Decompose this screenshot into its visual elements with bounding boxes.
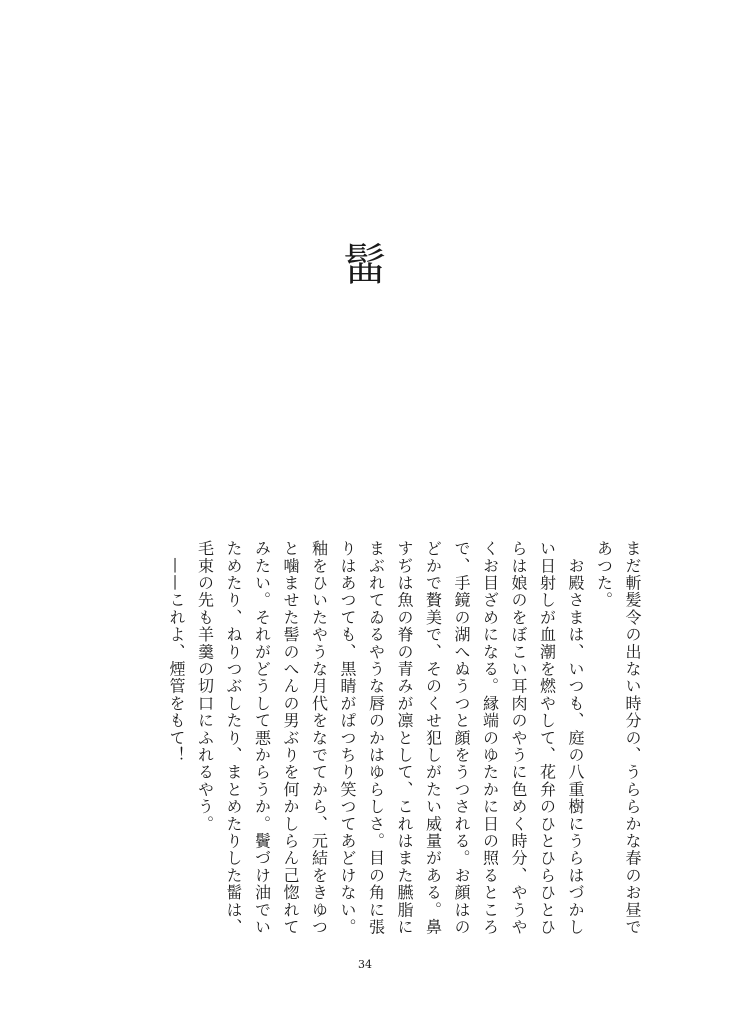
paragraph: お殿さまは、いつも、庭の八重樹にうらはづかしい日射しが血潮を燃やして、花弁のひとひらひとひらは娘のをぼこい耳肉のやうに色めく時分、やうやくお目ざめになる。縁端のゆたかに日の照るところで、手鏡の湖へぬうつと顔をうつされる。お顔はのどかで贅美で、そのくせ犯しがたい威量がある。鼻すぢは魚の脊の青みが凛として、これはまた臙脂にまぶれてゐるやうな唇のかはゆらしさ。目の角に張りはあつても、黒睛がぱつちり笑つてあどけない。釉をひいたやうな月代をなでてから、元結をきゆつと噛ませた髻のへんの男ぶりを何かしらん己惚れてみたい。それがどうして悪からうか。鬢づけ油でいためたり、ねりつぶしたり、まとめたりした髷は、毛束の先も羊羹の切口にふれるやう。: [195, 540, 585, 936]
body-text: [126, 540, 646, 940]
chapter-title: 髷: [343, 240, 387, 291]
page-number: 34: [358, 958, 372, 971]
paragraph: まだ斬髪令の出ない時分の、うららかな春のお昼であつた。: [594, 540, 642, 936]
paragraph: ——これよ、煙管をもて！: [167, 540, 186, 764]
